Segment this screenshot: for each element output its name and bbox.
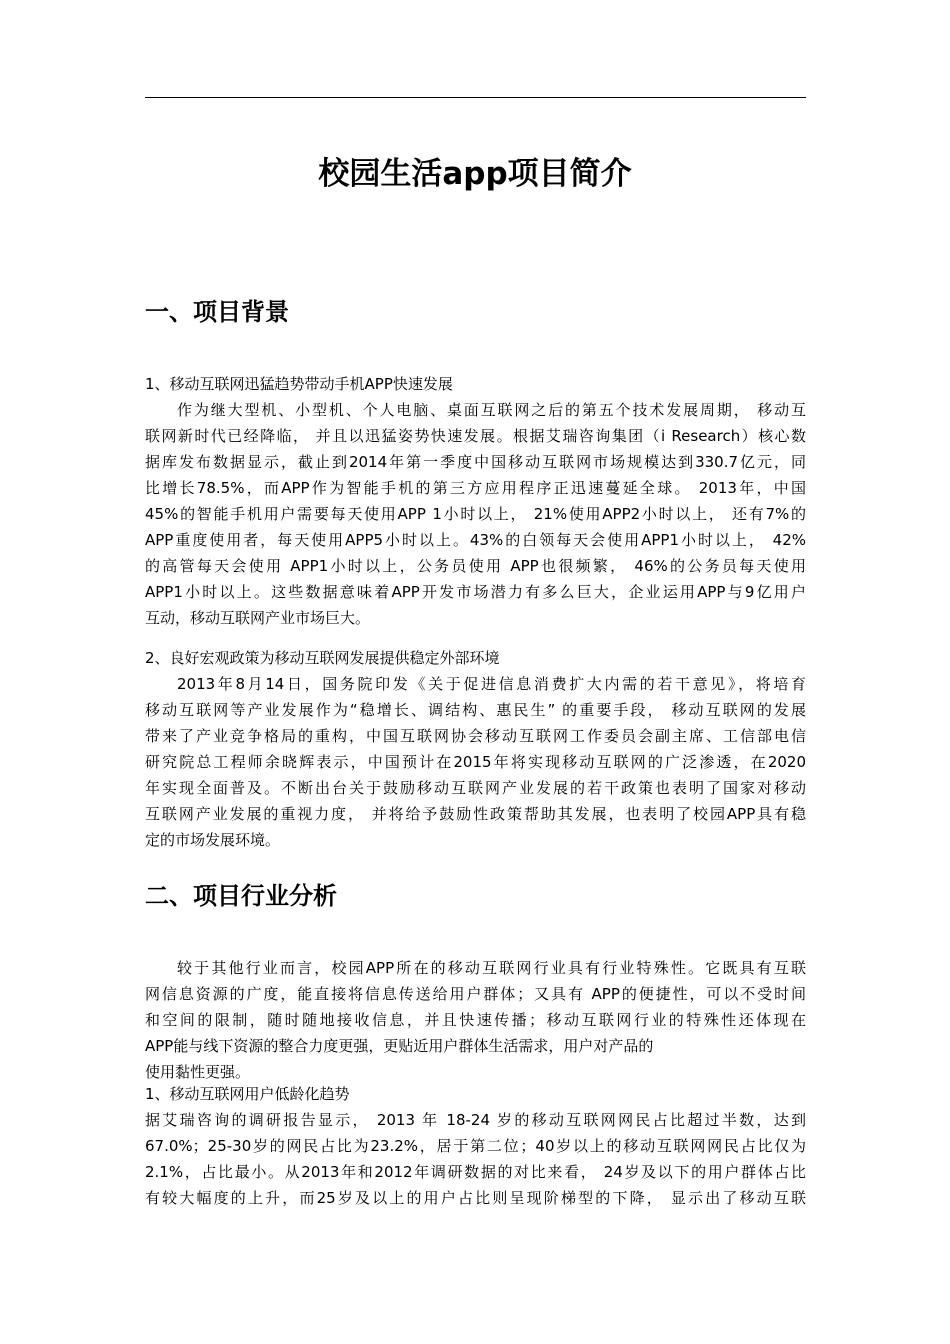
text-line: 比增长78.5%，而APP作为智能手机的第三方应用程序正迅速蔓延全球。 2013年，中国 — [145, 479, 806, 497]
text-line: 2.1%，占比最小。从2013年和2012年调研数据的对比来看， 24岁及以下的用户群体占比 — [145, 1163, 806, 1181]
text-line: 互动，移动互联网产业市场巨大。 — [145, 609, 371, 627]
text-line: 和空间的限制，随时随地接收信息，并且快速传播；移动互联网行业的特殊性还体现在 — [145, 1011, 806, 1029]
text-line: 有较大幅度的上升，而25岁及以上的用户占比则呈现阶梯型的下降， 显示出了移动互联 — [145, 1189, 806, 1207]
section-heading-background: 一、项目背景 — [145, 298, 289, 326]
text-line: 网信息资源的广度，能直接将信息传送给用户群体；又具有 APP的便捷性，可以不受时间 — [145, 985, 806, 1003]
text-line: 互联网产业发展的重视力度， 并将给予鼓励性政策帮助其发展，也表明了校园APP具有稳 — [145, 805, 806, 823]
text-line: APP重度使用者，每天使用APP5小时以上。43%的白领每天会使用APP1小时以上， 42% — [145, 531, 806, 549]
subheading: 1、移动互联网用户低龄化趋势 — [145, 1085, 350, 1103]
text-line: 较于其他行业而言，校园APP所在的移动互联网行业具有行业特殊性。它既具有互联 — [177, 959, 806, 977]
text-line: APP能与线下资源的整合力度更强，更贴近用户群体生活需求，用户对产品的 — [145, 1037, 654, 1055]
text-line: 移动互联网等产业发展作为“稳增长、调结构、惠民生” 的重要手段， 移动互联网的发展 — [145, 701, 806, 719]
text-line: 使用黏性更强。 — [145, 1063, 251, 1081]
text-line: 67.0%；25-30岁的网民占比为23.2%，居于第二位；40岁以上的移动互联网网民占比仅为 — [145, 1137, 806, 1155]
text-line: 45%的智能手机用户需要每天使用APP 1小时以上， 21%使用APP2小时以上， 还有7%的 — [145, 505, 806, 523]
text-line: 据艾瑞咨询的调研报告显示， 2013 年 18-24 岁的移动互联网网民占比超过半数，达到 — [145, 1111, 806, 1129]
text-line: 带来了产业竞争格局的重构，中国互联网协会移动互联网工作委员会副主席、工信部电信 — [145, 727, 806, 745]
text-line: 据库发布数据显示，截止到2014年第一季度中国移动互联网市场规模达到330.7亿元，同 — [145, 453, 806, 471]
header-rule — [145, 97, 806, 98]
subheading: 2、良好宏观政策为移动互联网发展提供稳定外部环境 — [145, 649, 500, 667]
text-line: 研究院总工程师余晓辉表示，中国预计在2015年将实现移动互联网的广泛渗透，在2020 — [145, 753, 806, 771]
text-line: 联网新时代已经降临， 并且以迅猛姿势快速发展。根据艾瑞咨询集团（i Research）核心数 — [145, 427, 806, 445]
text-line: 年实现全面普及。不断出台关于鼓励移动互联网产业发展的若干政策也表明了国家对移动 — [145, 779, 806, 797]
text-line: 定的市场发展环境。 — [145, 831, 281, 849]
text-line: APP1小时以上。这些数据意味着APP开发市场潜力有多么巨大，企业运用APP与9亿用户 — [145, 583, 806, 601]
section-heading-industry: 二、项目行业分析 — [145, 882, 337, 910]
text-line: 的高管每天会使用 APP1小时以上，公务员使用 APP也很频繁， 46%的公务员每天使用 — [145, 557, 806, 575]
text-line: 2013年8月14日，国务院印发《关于促进信息消费扩大内需的若干意见》，将培育 — [177, 675, 806, 693]
subheading: 1、移动互联网迅猛趋势带动手机APP快速发展 — [145, 375, 453, 393]
document-title: 校园生活app项目简介 — [318, 156, 632, 192]
text-line: 作为继大型机、小型机、个人电脑、桌面互联网之后的第五个技术发展周期， 移动互 — [177, 401, 806, 419]
